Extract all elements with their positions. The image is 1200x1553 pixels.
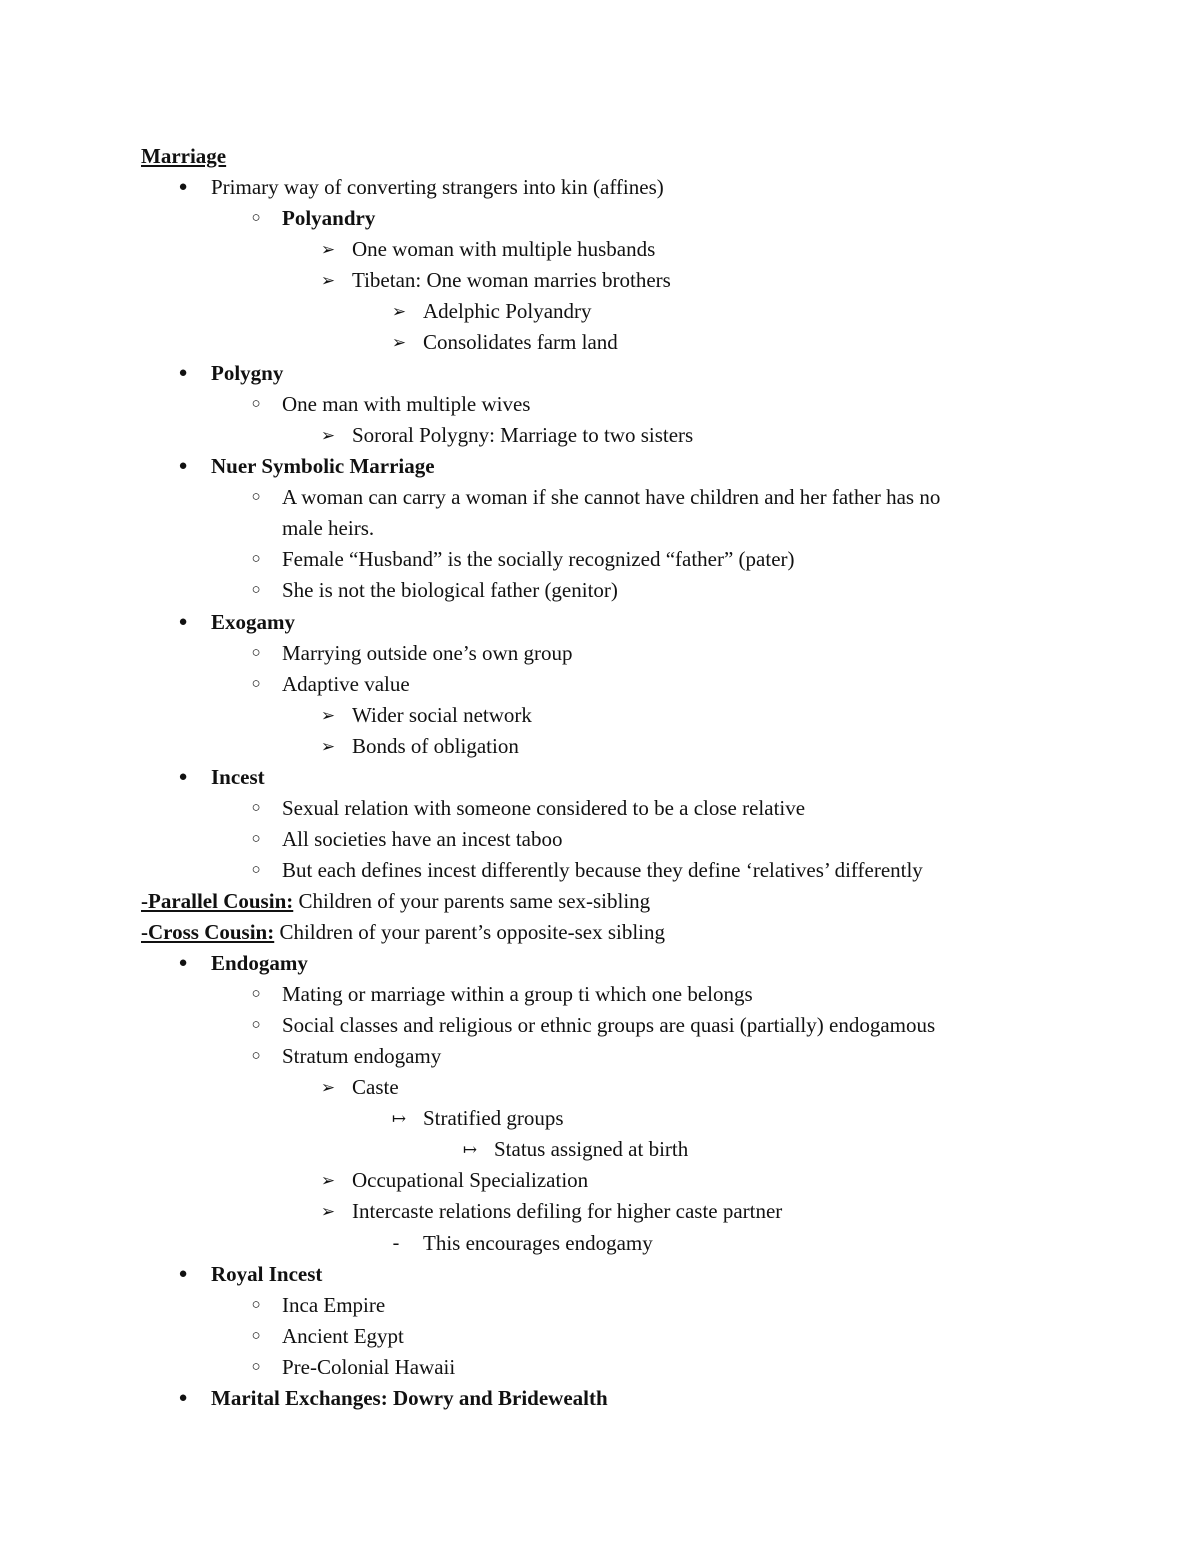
definition-term: -Parallel Cousin: xyxy=(141,889,294,913)
list-item-text: Stratified groups xyxy=(423,1106,564,1130)
arrow-bullet-icon: ➢ xyxy=(320,1078,336,1097)
circle-bullet-icon: ○ xyxy=(251,210,261,226)
arrow-bullet-icon: ➢ xyxy=(320,426,336,445)
list-item-text: Tibetan: One woman marries brothers xyxy=(352,268,671,292)
list-item-text: Stratum endogamy xyxy=(282,1044,442,1068)
bullet-icon: ● xyxy=(178,1266,188,1282)
bullet-icon: ● xyxy=(178,458,188,474)
bullet-icon: ● xyxy=(178,769,188,785)
list-item-text: One woman with multiple husbands xyxy=(352,237,656,261)
bullet-icon: ● xyxy=(178,179,188,195)
list-item-text: Royal Incest xyxy=(211,1262,323,1286)
arrow-bullet-icon: ➢ xyxy=(320,240,336,259)
circle-bullet-icon: ○ xyxy=(251,800,261,816)
list-item-text: All societies have an incest taboo xyxy=(282,827,563,851)
definition-text: Children of your parent’s opposite-sex sibling xyxy=(274,920,665,944)
list-item-text: She is not the biological father (genitor) xyxy=(282,578,618,602)
list-item-text: Nuer Symbolic Marriage xyxy=(211,454,435,478)
list-item-text: Bonds of obligation xyxy=(352,734,519,758)
arrow-bullet-icon: ➢ xyxy=(391,302,407,321)
dash-bullet-icon: - xyxy=(392,1232,400,1254)
list-item-text: Caste xyxy=(352,1075,399,1099)
list-item-text: One man with multiple wives xyxy=(282,392,531,416)
list-item-text: Status assigned at birth xyxy=(494,1137,689,1161)
bullet-icon: ● xyxy=(178,365,188,381)
bullet-icon: ● xyxy=(178,955,188,971)
list-item-text: Adelphic Polyandry xyxy=(423,299,592,323)
list-item-text: Occupational Specialization xyxy=(352,1168,589,1192)
circle-bullet-icon: ○ xyxy=(251,645,261,661)
list-item-text: But each defines incest differently because they define ‘relatives’ differently xyxy=(282,858,923,882)
list-item-text: A woman can carry a woman if she cannot have children and her father has no xyxy=(282,485,941,509)
list-item-text: Exogamy xyxy=(211,610,295,634)
circle-bullet-icon: ○ xyxy=(251,862,261,878)
list-item-text: Incest xyxy=(211,765,265,789)
arrow-bullet-icon: ➢ xyxy=(320,1171,336,1190)
list-item-text: Primary way of converting strangers into kin (affines) xyxy=(211,175,664,199)
list-item-text: Mating or marriage within a group ti which one belongs xyxy=(282,982,753,1006)
definition-text: Children of your parents same sex-sibling xyxy=(293,889,651,913)
list-item-text: Sexual relation with someone considered to be a close relative xyxy=(282,796,806,820)
list-item-text: Consolidates farm land xyxy=(423,330,618,354)
arrow-bullet-icon: ➢ xyxy=(391,333,407,352)
arrow-bullet-icon: ➢ xyxy=(320,706,336,725)
list-item-text: male heirs. xyxy=(282,516,375,540)
list-item-text: Polyandry xyxy=(282,206,376,230)
list-item-text: Wider social network xyxy=(352,703,532,727)
circle-bullet-icon: ○ xyxy=(251,1328,261,1344)
arrow-bullet-icon: ➢ xyxy=(320,271,336,290)
definition-term: -Cross Cousin: xyxy=(141,920,275,944)
arrow-bullet-icon: ➢ xyxy=(320,737,336,756)
list-item-text: Intercaste relations defiling for higher caste partner xyxy=(352,1199,783,1223)
circle-bullet-icon: ○ xyxy=(251,1297,261,1313)
arrow-bullet-icon: ➢ xyxy=(320,1202,336,1221)
list-item-text: Polygny xyxy=(211,361,284,385)
circle-bullet-icon: ○ xyxy=(251,396,261,412)
circle-bullet-icon: ○ xyxy=(251,1048,261,1064)
list-item-text: Endogamy xyxy=(211,951,308,975)
mapsto-arrow-icon: ↦ xyxy=(391,1109,407,1128)
circle-bullet-icon: ○ xyxy=(251,676,261,692)
circle-bullet-icon: ○ xyxy=(251,1359,261,1375)
list-item-text: Social classes and religious or ethnic groups are quasi (partially) endogamous xyxy=(282,1013,936,1037)
list-item-text: Sororal Polygny: Marriage to two sisters xyxy=(352,423,694,447)
list-item-text: Ancient Egypt xyxy=(282,1324,404,1348)
list-item-text: Inca Empire xyxy=(282,1293,386,1317)
bullet-icon: ● xyxy=(178,1390,188,1406)
list-item-text: Marital Exchanges: Dowry and Bridewealth xyxy=(211,1386,608,1410)
document-title: Marriage xyxy=(141,144,227,168)
definition-line xyxy=(141,886,650,917)
list-item-text: Marrying outside one’s own group xyxy=(282,641,573,665)
mapsto-arrow-icon: ↦ xyxy=(462,1140,478,1159)
definition-line xyxy=(141,917,665,948)
bullet-icon: ● xyxy=(178,614,188,630)
circle-bullet-icon: ○ xyxy=(251,986,261,1002)
circle-bullet-icon: ○ xyxy=(251,489,261,505)
list-item-text: This encourages endogamy xyxy=(423,1231,653,1255)
circle-bullet-icon: ○ xyxy=(251,551,261,567)
circle-bullet-icon: ○ xyxy=(251,1017,261,1033)
circle-bullet-icon: ○ xyxy=(251,831,261,847)
list-item-text: Pre-Colonial Hawaii xyxy=(282,1355,456,1379)
circle-bullet-icon: ○ xyxy=(251,582,261,598)
list-item-text: Adaptive value xyxy=(282,672,410,696)
list-item-text: Female “Husband” is the socially recognized “father” (pater) xyxy=(282,547,795,571)
